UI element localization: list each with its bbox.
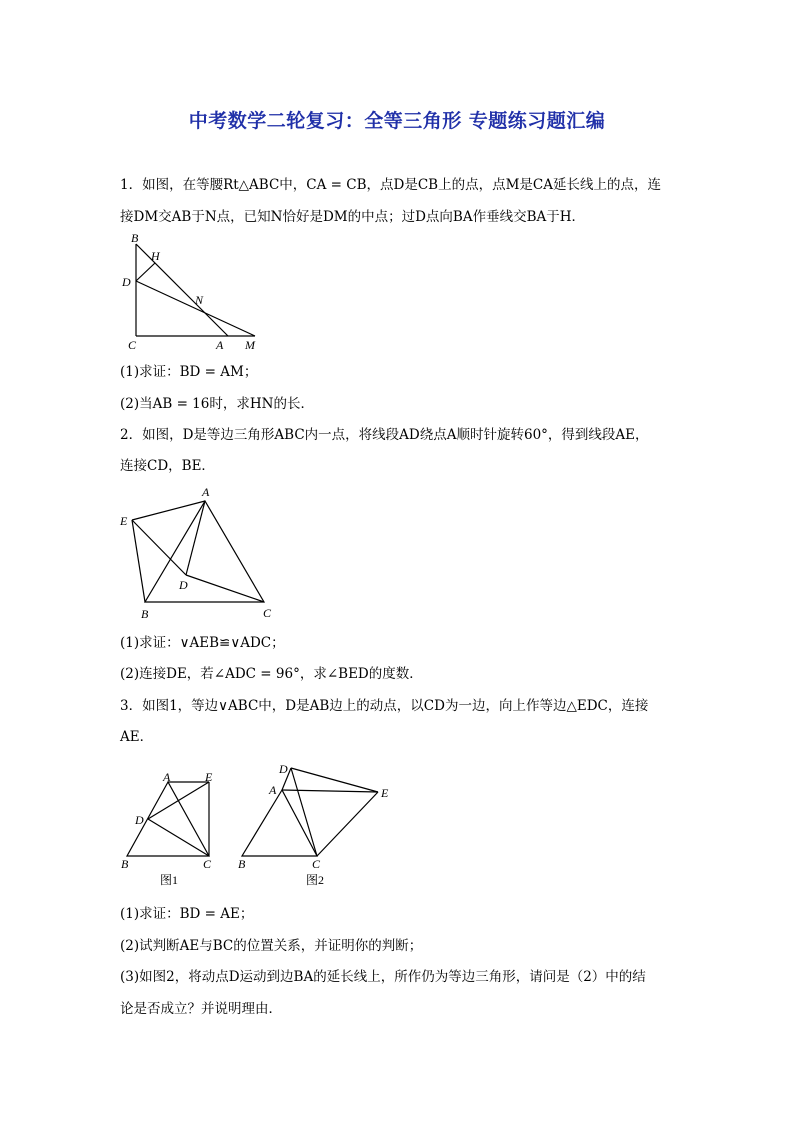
- label-B: B: [121, 857, 129, 871]
- problem-1-question-2: (2)当AB = 16时，求HN的长．: [120, 396, 314, 412]
- label-H: H: [151, 249, 160, 263]
- label-D: D: [122, 275, 131, 289]
- label-E: E: [205, 770, 213, 784]
- label-B: B: [131, 231, 139, 245]
- problem-3-figure-2: [230, 760, 400, 890]
- label-E: E: [120, 514, 128, 528]
- label-M: M: [245, 338, 255, 352]
- problem-3-question-3-line-1: (3)如图2，将动点D运动到边BA的延长线上，所作仍为等边三角形，请问是（2）中的结: [120, 969, 646, 985]
- figure-1-caption: 图1: [160, 873, 179, 887]
- segment-AD: [186, 501, 205, 575]
- problem-2-question-1: (1)求证：∨AEB≌∨ADC；: [120, 635, 285, 651]
- problem-2-question-2: (2)连接DE，若∠ADC = 96°，求∠BED的度数．: [120, 666, 423, 682]
- problem-2-figure: [110, 482, 290, 624]
- label-D: D: [179, 578, 188, 592]
- segment-BA: [136, 244, 228, 336]
- problem-3-question-1: (1)求证：BD = AE；: [120, 906, 254, 922]
- label-A: A: [163, 770, 171, 784]
- label-C: C: [312, 857, 321, 871]
- label-A: A: [269, 783, 277, 797]
- triangle-ABC: [242, 790, 317, 856]
- segment-DC: [186, 575, 264, 602]
- problem-1-question-1: (1)求证：BD = AM；: [120, 364, 258, 380]
- problem-1-stem-line-2: 接DM交AB于N点，已知N恰好是DM的中点；过D点向BA作垂线交BA于H．: [120, 209, 586, 225]
- label-B: B: [238, 857, 246, 871]
- problem-2-stem-line-1: 2．如图，D是等边三角形ABC内一点，将线段AD绕点A顺时针旋转60°，得到线段AE，: [120, 427, 649, 443]
- label-D: D: [135, 813, 144, 827]
- segment-DH: [136, 263, 155, 281]
- label-B: B: [141, 607, 149, 621]
- problem-3-question-3-line-2: 论是否成立？并说明理由．: [120, 1001, 282, 1017]
- problem-3-question-2: (2)试判断AE与BC的位置关系，并证明你的判断；: [120, 938, 423, 954]
- problem-1-stem-line-1: 1．如图，在等腰Rt△ABC中，CA = CB，点D是CB上的点，点M是CA延长线上的点，连: [120, 177, 662, 193]
- label-A: A: [216, 338, 224, 352]
- segment-AE: [282, 790, 378, 792]
- segment-EA: [132, 501, 205, 520]
- problem-3-figure-1: [115, 768, 225, 890]
- segment-DC: [291, 768, 317, 856]
- segment-EB: [132, 520, 145, 602]
- label-C: C: [263, 606, 272, 620]
- problem-2-stem-line-2: 连接CD，BE．: [120, 458, 215, 474]
- problem-1-figure: [110, 232, 280, 357]
- problem-3-stem-line-2: AE．: [120, 729, 154, 745]
- segment-EC: [317, 792, 378, 856]
- label-C: C: [128, 338, 137, 352]
- segment-DM: [136, 281, 255, 336]
- label-A: A: [202, 485, 210, 499]
- segment-DC: [148, 819, 209, 856]
- problem-3-stem-line-1: 3．如图1，等边∨ABC中，D是AB边上的动点，以CD为一边，向上作等边△EDC，连接: [120, 698, 649, 714]
- segment-DE: [291, 768, 378, 792]
- label-D: D: [279, 762, 288, 776]
- page-title: 中考数学二轮复习：全等三角形 专题练习题汇编: [188, 110, 606, 132]
- label-N: N: [195, 293, 204, 307]
- figure-2-caption: 图2: [306, 873, 325, 887]
- label-E: E: [381, 786, 389, 800]
- label-C: C: [203, 857, 212, 871]
